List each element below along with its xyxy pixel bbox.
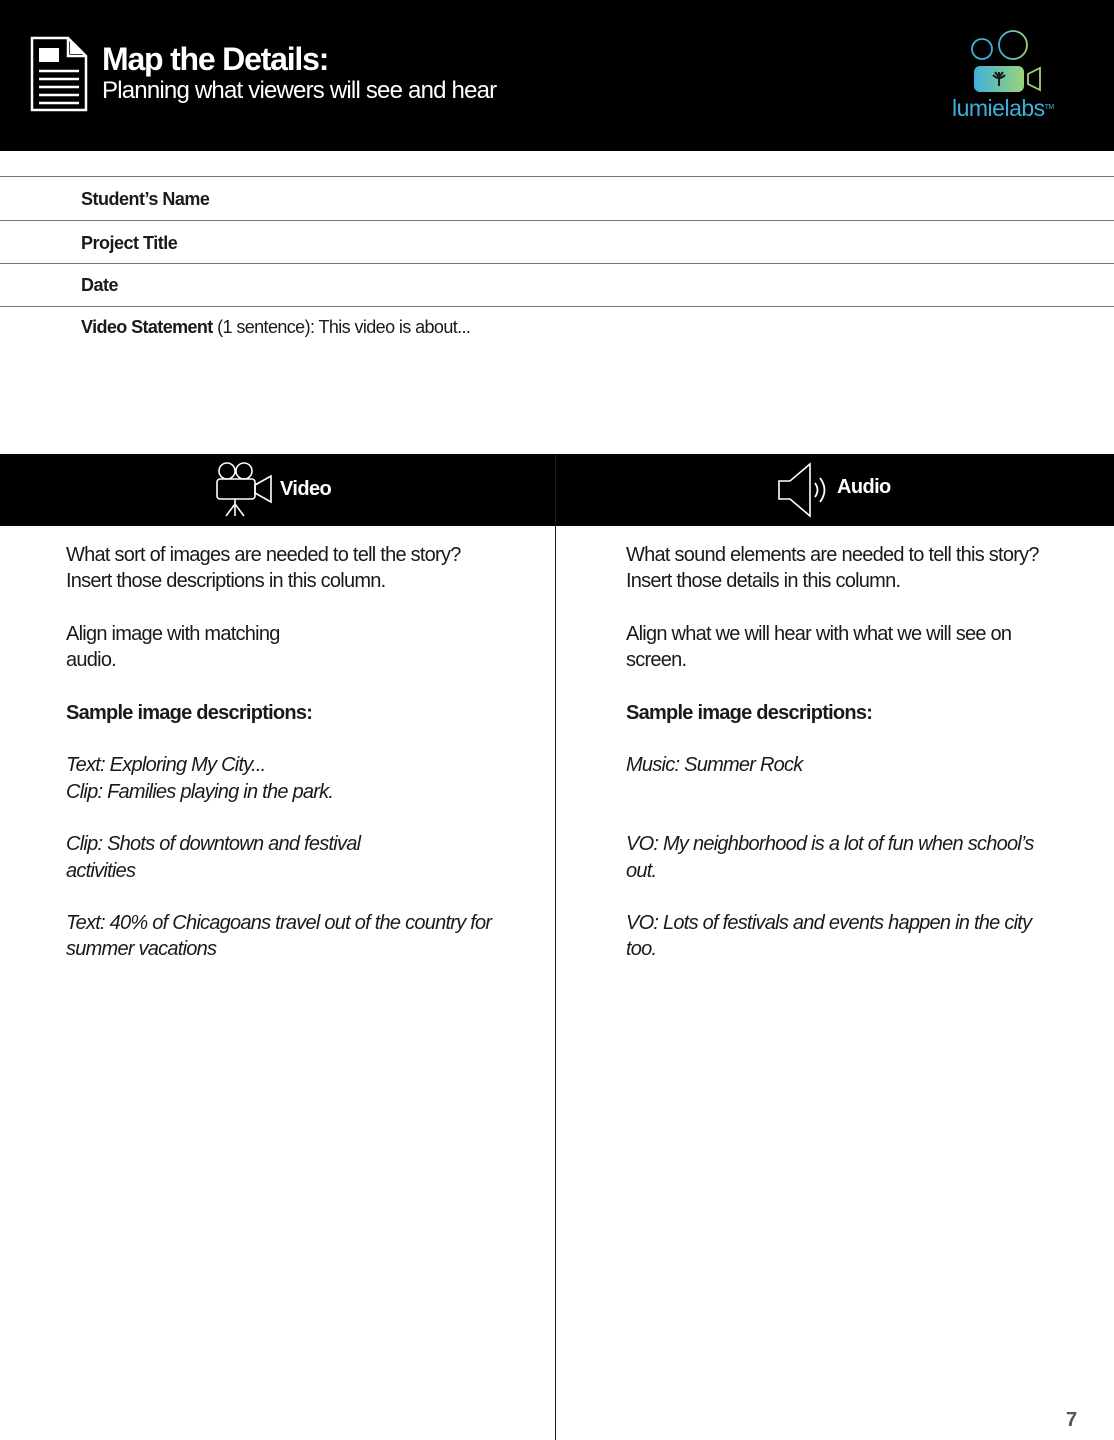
audio-sample-item: Music: Summer Rock xyxy=(626,754,803,777)
spacer xyxy=(626,805,1066,831)
audio-samples-heading: Sample image descriptions: xyxy=(626,701,873,724)
audio-column xyxy=(626,542,1066,989)
page-subtitle: Planning what viewers will see and hear xyxy=(102,77,497,104)
logo-wordmark: lumielabs™ xyxy=(952,95,1054,121)
divider xyxy=(0,263,1114,264)
audio-align-note: Align what we will hear with what we will see on screen. xyxy=(626,622,1012,672)
video-heading: Video xyxy=(280,478,332,500)
page-header xyxy=(0,0,1114,151)
audio-sample-item: VO: Lots of festivals and events happen in the city too. xyxy=(626,912,1032,961)
student-name-label: Student’s Name xyxy=(81,189,210,209)
document-icon xyxy=(30,36,88,112)
video-sample-item: Text: 40% of Chicagoans travel out of the country for summer vacations xyxy=(66,912,492,961)
video-sample-group: Text: Exploring My City... Clip: Families playing in the park. xyxy=(66,754,334,803)
page-title: Map the Details: xyxy=(102,41,329,77)
audio-column-header xyxy=(556,454,1114,526)
divider xyxy=(0,306,1114,307)
divider xyxy=(0,220,1114,221)
divider xyxy=(0,176,1114,177)
audio-heading: Audio xyxy=(837,476,891,498)
page-number: 7 xyxy=(1066,1409,1078,1431)
video-column xyxy=(66,542,506,989)
video-camera-icon xyxy=(213,460,275,518)
video-intro: What sort of images are needed to tell the story? Insert those descriptions in this column. xyxy=(66,544,461,593)
speaker-icon xyxy=(776,461,830,519)
video-samples-heading: Sample image descriptions: xyxy=(66,701,313,724)
column-divider xyxy=(555,454,556,1440)
project-title-label: Project Title xyxy=(81,233,178,253)
video-align-note: Align image with matching audio. xyxy=(66,622,280,672)
video-sample-item: Clip: Shots of downtown and festival activities xyxy=(66,833,361,882)
video-column-header xyxy=(0,454,555,526)
audio-sample-item: VO: My neighborhood is a lot of fun when school’s out. xyxy=(626,833,1034,882)
date-label: Date xyxy=(81,275,119,295)
video-statement: Video Statement (1 sentence): This video is about... xyxy=(81,317,471,337)
audio-intro: What sound elements are needed to tell this story? Insert those details in this column. xyxy=(626,544,1039,593)
